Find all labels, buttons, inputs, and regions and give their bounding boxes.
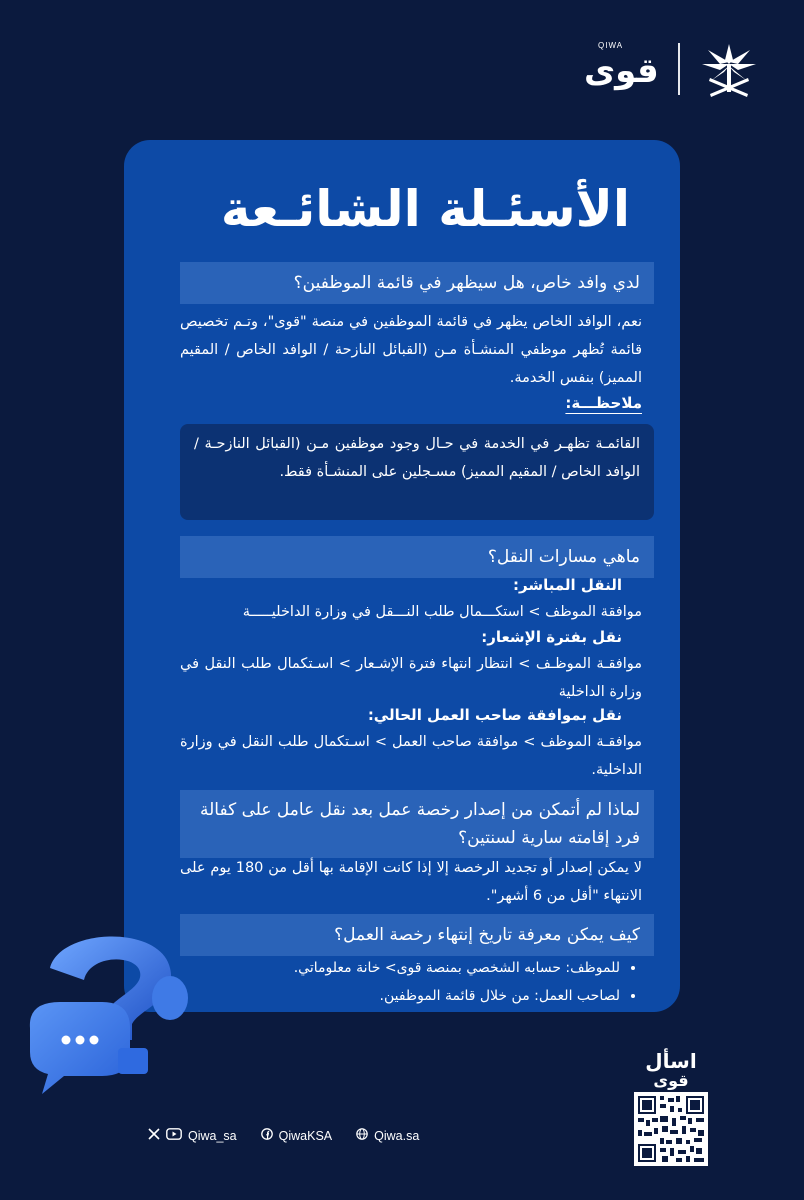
social-links xyxy=(148,1128,419,1143)
faq2-notice-label: نقل بفترة الإشعار: xyxy=(481,628,622,646)
faq1-note-box: القائمـة تظهـر في الخدمة في حـال وجود موظفين مـن (القبائل النازحـة / الوافد الخاص / المقيم المميز) مسـجلين على المنشـأة فقط. xyxy=(180,424,654,520)
faq2-direct-label: النقل المباشر: xyxy=(513,576,622,594)
globe-icon[interactable] xyxy=(356,1128,368,1143)
faq2-question: ماهي مسارات النقل؟ xyxy=(180,536,654,578)
faq2-employer-label: نقل بموافقة صاحب العمل الحالي: xyxy=(367,706,622,724)
faq1-answer: نعم، الوافد الخاص يظهر في قائمة الموظفين في منصة "قوى"، وتـم تخصيص قائمة تُظهر موظفي المنشـأة مـن (القبائل النازحة / الوافد الخاص / المقيم المميز) بنفس الخدمة. xyxy=(180,314,642,386)
x-twitter-icon[interactable] xyxy=(148,1128,160,1143)
faq-card xyxy=(124,140,680,1012)
palm-swords-emblem-icon xyxy=(698,40,760,98)
question-mark-illustration xyxy=(20,928,200,1098)
faq3-answer: لا يمكن إصدار أو تجديد الرخصة إلا إذا كانت الإقامة بها أقل من 180 يوم على الانتهاء "أقل من 6 أشهر". xyxy=(180,860,642,904)
faq4-question: كيف يمكن معرفة تاريخ إنتهاء رخصة العمل؟ xyxy=(180,914,654,956)
youtube-icon[interactable] xyxy=(166,1128,182,1143)
faq2-employer-text: موافقـة الموظف > موافقة صاحب العمل > اسـتكمال طلب النقل في وزارة الداخلية. xyxy=(180,734,642,778)
page-title: الأسئـلة الشائـعة xyxy=(220,180,630,238)
qiwa-arabic-wordmark: قوى xyxy=(584,51,659,91)
qiwa-logo xyxy=(584,41,660,97)
ask-qiwa-logo xyxy=(634,1050,708,1090)
faq1-question: لدي وافد خاص، هل سيظهر في قائمة الموظفين؟ xyxy=(180,262,654,304)
faq3-question: لماذا لم أتمكن من إصدار رخصة عمل بعد نقل عامل على كفالة فرد إقامته سارية لسنتين؟ xyxy=(180,790,654,858)
qiwa-latin-wordmark: QIWA xyxy=(598,41,624,50)
facebook-icon[interactable] xyxy=(261,1128,273,1143)
ask-qiwa-line1: اسأل xyxy=(645,1049,697,1073)
faq4-bullets xyxy=(180,954,640,1010)
header-logos xyxy=(584,40,760,98)
ask-qiwa-line2: قوى xyxy=(653,1071,689,1090)
qr-code[interactable] xyxy=(634,1092,708,1166)
facebook-handle[interactable]: QiwaKSA xyxy=(278,1128,333,1143)
twitter-youtube-handle[interactable]: Qiwa_sa xyxy=(188,1128,237,1143)
faq4-bullet-employee: • للموظف: حسابه الشخصي بمنصة قوى> خانة معلوماتي. xyxy=(180,954,620,982)
faq2-notice-text: موافقـة الموظـف > انتظار انتهاء فترة الإشـعار > اسـتكمال طلب النقل في وزارة الداخلية xyxy=(180,656,642,700)
faq4-bullet-employer: • لصاحب العمل: من خلال قائمة الموظفين. xyxy=(180,982,620,1010)
logo-divider xyxy=(678,43,680,95)
faq1-note-label: ملاحظـــة: xyxy=(565,394,642,412)
website-link[interactable]: Qiwa.sa xyxy=(374,1128,420,1143)
faq2-direct-text: موافقة الموظف > استكـــمال طلب النـــقل في وزارة الداخليـــــة xyxy=(242,604,642,620)
